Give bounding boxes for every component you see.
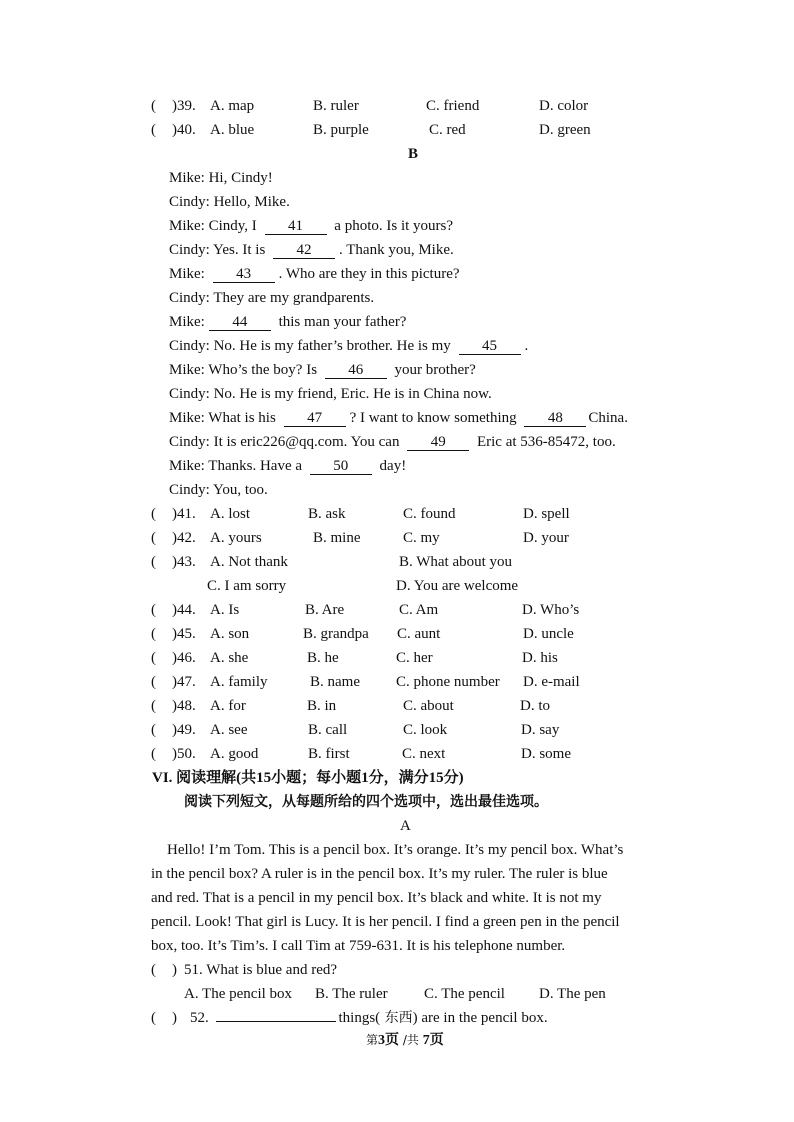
option-50-b: B. first (308, 746, 350, 762)
option-46-a: A. she (210, 650, 249, 666)
option-50-c: C. next (402, 746, 446, 762)
blank-44[interactable]: 44 (209, 314, 271, 331)
question-52-text-end: ) are in the pencil box. (412, 1010, 548, 1026)
option-51-d: D. The pen (539, 986, 606, 1002)
answer-bracket-47[interactable] (151, 673, 196, 691)
answer-bracket-close: ) (172, 1010, 177, 1026)
answer-bracket-close: )40. (172, 122, 196, 138)
section-b-label: B (408, 146, 419, 162)
option-47-a: A. family (210, 674, 268, 690)
dialogue-text: this man your father? (274, 314, 407, 330)
answer-bracket-39[interactable] (151, 97, 196, 115)
dialogue-text: day! (375, 458, 407, 474)
option-47-d: D. e-mail (523, 674, 580, 690)
answer-bracket-close: ) (172, 962, 177, 978)
answer-bracket-open: ( (151, 650, 156, 666)
blank-50[interactable]: 50 (310, 458, 372, 475)
dialogue-text: Eric at 536-85472, too. (473, 434, 616, 450)
answer-bracket-open: ( (151, 1010, 156, 1026)
question-52-line (190, 1009, 548, 1027)
answer-bracket-52[interactable] (151, 1009, 177, 1027)
dialogue-line (169, 361, 476, 379)
footer-total-pages: 7 (422, 1033, 430, 1048)
dialogue-text: . (524, 338, 529, 354)
dialogue-text: Cindy: No. He is my friend, Eric. He is in China now. (169, 386, 492, 402)
dialogue-text: Cindy: You, too. (169, 482, 268, 498)
blank-42[interactable]: 42 (273, 242, 335, 259)
dialogue-text: China. (588, 410, 628, 426)
blank-43[interactable]: 43 (213, 266, 275, 283)
option-44-c: C. Am (399, 602, 439, 618)
option-39-a: A. map (210, 98, 255, 114)
option-41-d: D. spell (523, 506, 570, 522)
answer-bracket-51[interactable] (151, 961, 177, 979)
option-50-d: D. some (521, 746, 571, 762)
answer-bracket-44[interactable] (151, 601, 196, 619)
answer-bracket-open: ( (151, 530, 156, 546)
option-47-b: B. name (310, 674, 360, 690)
dialogue-line (169, 481, 268, 499)
answer-bracket-43[interactable] (151, 553, 196, 571)
option-49-d: D. say (521, 722, 560, 738)
answer-bracket-open: ( (151, 98, 156, 114)
footer-di: 第 (366, 1033, 379, 1047)
answer-bracket-close: )46. (172, 650, 196, 666)
answer-bracket-48[interactable] (151, 697, 196, 715)
option-40-b: B. purple (313, 122, 369, 138)
option-44-b: B. Are (305, 602, 345, 618)
option-46-c: C. her (396, 650, 433, 666)
dialogue-text: Cindy: Yes. It is (169, 242, 270, 258)
dialogue-line (169, 169, 273, 187)
option-44-d: D. Who’s (522, 602, 580, 618)
dialogue-line (169, 337, 528, 355)
answer-bracket-close: )48. (172, 698, 196, 714)
section-vi-instruction: 阅读下列短文，从每题所给的四个选项中，选出最佳选项。 (184, 794, 548, 810)
dialogue-text: Mike: (169, 266, 209, 282)
answer-bracket-open: ( (151, 626, 156, 642)
dialogue-text: Cindy: Hello, Mike. (169, 194, 290, 210)
option-39-d: D. color (539, 98, 589, 114)
footer-page-number: 3 (378, 1033, 386, 1048)
option-49-c: C. look (403, 722, 448, 738)
option-49-a: A. see (210, 722, 248, 738)
option-45-c: C. aunt (397, 626, 441, 642)
option-42-b: B. mine (313, 530, 361, 546)
option-42-a: A. yours (210, 530, 262, 546)
option-48-a: A. for (210, 698, 246, 714)
answer-bracket-open: ( (151, 602, 156, 618)
passage-line: Hello! I’m Tom. This is a pencil box. It’s orange. It’s my pencil box. What’s (167, 842, 624, 858)
option-39-b: B. ruler (313, 98, 359, 114)
answer-bracket-close: )50. (172, 746, 196, 762)
answer-bracket-open: ( (151, 506, 156, 522)
option-47-c: C. phone number (396, 674, 500, 690)
option-41-a: A. lost (210, 506, 251, 522)
dialogue-text: . Who are they in this picture? (278, 266, 460, 282)
dialogue-line (169, 385, 492, 403)
option-51-b: B. The ruler (315, 986, 388, 1002)
answer-bracket-close: )47. (172, 674, 196, 690)
answer-bracket-close: )49. (172, 722, 196, 738)
option-40-c: C. red (429, 122, 466, 138)
option-45-d: D. uncle (523, 626, 574, 642)
answer-bracket-close: )39. (172, 98, 196, 114)
option-43-b: B. What about you (399, 554, 513, 570)
option-40-d: D. green (539, 122, 591, 138)
option-46-d: D. his (522, 650, 558, 666)
footer-ye: 页 (385, 1032, 400, 1048)
dialogue-text: ? I want to know something (349, 410, 521, 426)
dialogue-line (169, 433, 616, 451)
answer-bracket-41[interactable] (151, 505, 196, 523)
option-51-a: A. The pencil box (184, 986, 293, 1002)
answer-bracket-open: ( (151, 554, 156, 570)
dialogue-text: Cindy: No. He is my father’s brother. He is my (169, 338, 455, 354)
answer-bracket-close: )45. (172, 626, 196, 642)
dialogue-line (169, 457, 406, 475)
option-48-d: D. to (520, 698, 550, 714)
option-42-d: D. your (523, 530, 569, 546)
dialogue-text: Mike: Hi, Cindy! (169, 170, 273, 186)
option-45-a: A. son (210, 626, 250, 642)
page-footer (366, 1031, 444, 1050)
dialogue-text: Cindy: It is eric226@qq.com. You can (169, 434, 404, 450)
dialogue-text: your brother? (390, 362, 476, 378)
dialogue-line (169, 313, 406, 331)
option-39-c: C. friend (426, 98, 480, 114)
option-42-c: C. my (403, 530, 440, 546)
blank-41[interactable]: 41 (265, 218, 327, 235)
question-52-text: things( (338, 1010, 381, 1026)
footer-separator: /共 (399, 1033, 423, 1047)
dialogue-line (169, 241, 454, 259)
dialogue-line (169, 265, 460, 283)
dialogue-text: . Thank you, Mike. (339, 242, 454, 258)
option-45-b: B. grandpa (303, 626, 369, 642)
answer-bracket-open: ( (151, 698, 156, 714)
answer-bracket-49[interactable] (151, 721, 196, 739)
option-44-a: A. Is (210, 602, 240, 618)
passage-line: in the pencil box? A ruler is in the pencil box. It’s my ruler. The ruler is blue (151, 866, 608, 882)
dialogue-text: Cindy: They are my grandparents. (169, 290, 375, 306)
option-43-d: D. You are welcome (396, 578, 519, 594)
dialogue-text: Mike: What is his (169, 410, 280, 426)
dialogue-line (169, 289, 374, 307)
question-51-text: 51. What is blue and red? (184, 962, 338, 978)
option-48-b: B. in (307, 698, 337, 714)
answer-bracket-45[interactable] (151, 625, 196, 643)
dialogue-line (169, 217, 453, 235)
option-43-c: C. I am sorry (207, 578, 287, 594)
option-49-b: B. call (308, 722, 348, 738)
option-50-a: A. good (210, 746, 259, 762)
dialogue-text: Mike: (169, 314, 205, 330)
passage-line: box, too. It’s Tim’s. I call Tim at 759-631. It is his telephone number. (151, 938, 566, 954)
blank-46[interactable]: 46 (325, 362, 387, 379)
question-52-chinese: 东西 (380, 1010, 413, 1026)
answer-bracket-40[interactable] (151, 121, 196, 139)
blank-47[interactable]: 47 (284, 410, 346, 427)
answer-bracket-46[interactable] (151, 649, 196, 667)
footer-ye-2: 页 (429, 1032, 444, 1048)
passage-line: pencil. Look! That girl is Lucy. It is her pencil. I find a green pen in the pencil (151, 914, 620, 930)
blank-49[interactable]: 49 (407, 434, 469, 451)
dialogue-text: Mike: Who’s the boy? Is (169, 362, 321, 378)
section-vi-heading: VI. 阅读理解(共15小题；每小题1分，满分15分) (152, 770, 464, 786)
option-43-a: A. Not thank (210, 554, 288, 570)
answer-bracket-42[interactable] (151, 529, 196, 547)
answer-bracket-open: ( (151, 722, 156, 738)
blank-45[interactable]: 45 (459, 338, 521, 355)
option-40-a: A. blue (210, 122, 255, 138)
option-48-c: C. about (403, 698, 454, 714)
answer-bracket-50[interactable] (151, 745, 196, 763)
answer-bracket-open: ( (151, 122, 156, 138)
passage-line: and red. That is a pencil in my pencil box. It’s black and white. It is not my (151, 890, 602, 906)
dialogue-text: a photo. Is it yours? (330, 218, 454, 234)
answer-bracket-open: ( (151, 674, 156, 690)
dialogue-text: Mike: Cindy, I (169, 218, 261, 234)
dialogue-line (169, 409, 628, 427)
question-52-blank[interactable] (216, 1021, 336, 1022)
answer-bracket-close: )41. (172, 506, 196, 522)
option-46-b: B. he (307, 650, 339, 666)
answer-bracket-close: )42. (172, 530, 196, 546)
option-41-b: B. ask (308, 506, 346, 522)
dialogue-line (169, 193, 290, 211)
answer-bracket-close: )44. (172, 602, 196, 618)
passage-a-label: A (400, 818, 411, 834)
blank-48[interactable]: 48 (524, 410, 586, 427)
question-52-number: 52. (190, 1010, 209, 1026)
answer-bracket-open: ( (151, 746, 156, 762)
option-41-c: C. found (403, 506, 456, 522)
answer-bracket-close: )43. (172, 554, 196, 570)
option-51-c: C. The pencil (424, 986, 505, 1002)
answer-bracket-open: ( (151, 962, 156, 978)
dialogue-text: Mike: Thanks. Have a (169, 458, 306, 474)
